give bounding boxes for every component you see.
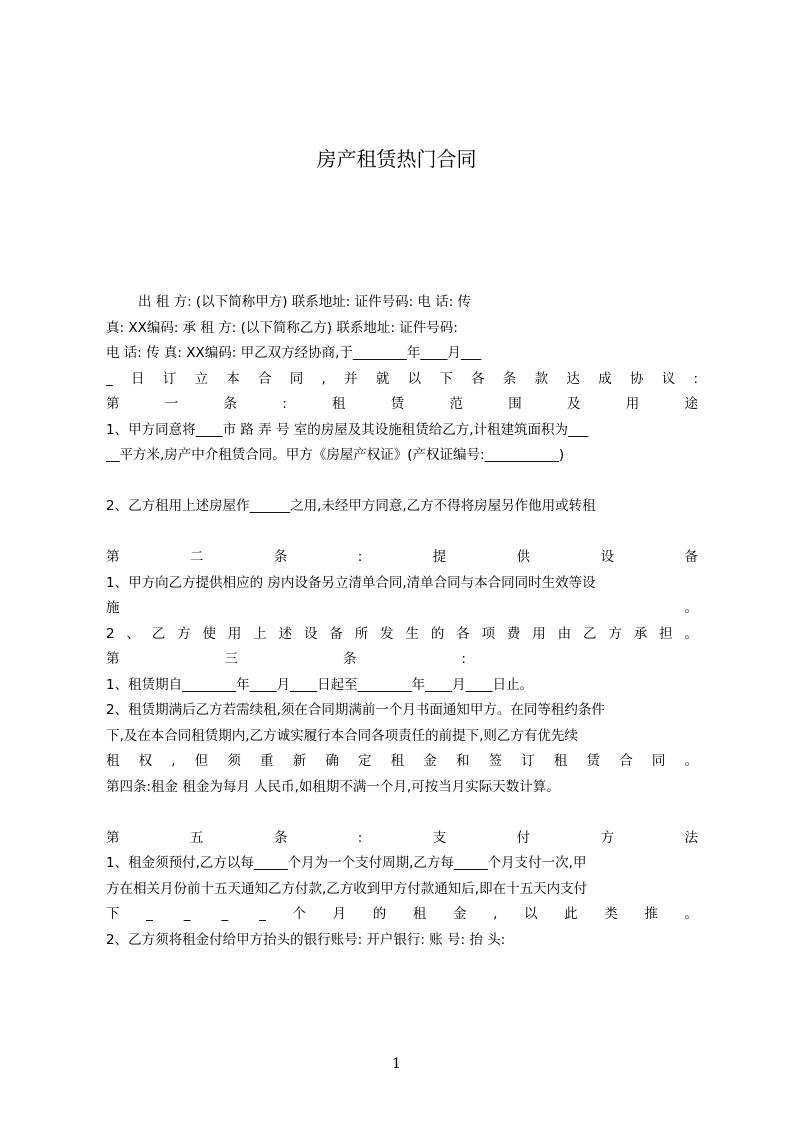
paragraph-line: _日订立本合同,并就以下各条款达成协议: [106, 370, 698, 387]
paragraph-line: 2、乙方须将租金付给甲方抬头的银行账号: 开户银行: 账 号: 抬 头: [106, 931, 506, 948]
spacer [106, 469, 698, 495]
paragraph-line: 电 话: 传 真: XX编码: 甲乙双方经协商,于________年____月___ [106, 345, 482, 361]
paragraph-line: 方在相关月份前十五天通知乙方付款,乙方收到甲方付款通知后,即在十五天内支付 [106, 880, 588, 897]
paragraph-line: 真: XX编码: 承 租 方: (以下简称乙方) 联系地址: 证件号码: [106, 319, 458, 336]
paragraph-line: 租权,但须重新确定租金和签订租赁合同。 [106, 753, 698, 769]
paragraph-line: 1、租金须预付,乙方以每_____个月为一个支付周期,乙方每_____个月支付一次,甲 [106, 855, 587, 871]
article-heading: 第一条:租赁范围及用途 [106, 396, 698, 412]
article-heading-text: 第三条: [106, 651, 466, 667]
spacer [106, 520, 698, 546]
paragraph-line [106, 596, 698, 622]
article-heading: 第二条:提供设备 [106, 549, 698, 565]
paragraph-line: 2、乙方租用上述房屋作______之用,未经甲方同意,乙方不得将房屋另作他用或转租 [106, 498, 596, 514]
paragraph-line: 下,及在本合同租赁期内,乙方诚实履行本合同各项责任的前提下,则乙方有优先续 [106, 727, 578, 744]
paragraph-line: __平方米,房产中介租赁合同。甲方《房屋产权证》(产权证编号:___________) [106, 447, 565, 463]
paragraph-fragment: 。 [684, 600, 698, 616]
document-body [106, 290, 698, 953]
article-heading [106, 647, 698, 673]
page-number: 1 [392, 1056, 401, 1072]
paragraph-fragment: 施 [106, 600, 120, 616]
paragraph-line: 出 租 方: (以下简称甲方) 联系地址: 证件号码: 电 话: 传 [138, 294, 472, 310]
article-heading: 第五条:支付方法 [106, 829, 698, 846]
paragraph-line: 1、甲方同意将____市 路 弄 号 室的房屋及其设施租赁给乙方,计租建筑面积为___ [106, 421, 589, 438]
paragraph-line: 2、租赁期满后乙方若需续租,须在合同期满前一个月书面通知甲方。在同等租约条件 [106, 702, 605, 718]
document-title: 房产租赁热门合同 [316, 147, 477, 171]
paragraph-line: 第四条:租金 租金为每月 人民币,如租期不满一个月,可按当月实际天数计算。 [106, 778, 560, 795]
paragraph-line: 下_ _ _ _个月的租金,以此类推。 [106, 906, 698, 922]
paragraph-line: 2、乙方使用上述设备所发生的各项费用由乙方承担。 [106, 625, 698, 642]
paragraph-line: 1、租赁期自________年____月____日起至________年____月____日止。 [106, 676, 534, 693]
paragraph-line: 1、甲方向乙方提供相应的 房内设备另立清单合同,清单合同与本合同同时生效等设 [106, 574, 596, 591]
spacer [106, 800, 698, 826]
